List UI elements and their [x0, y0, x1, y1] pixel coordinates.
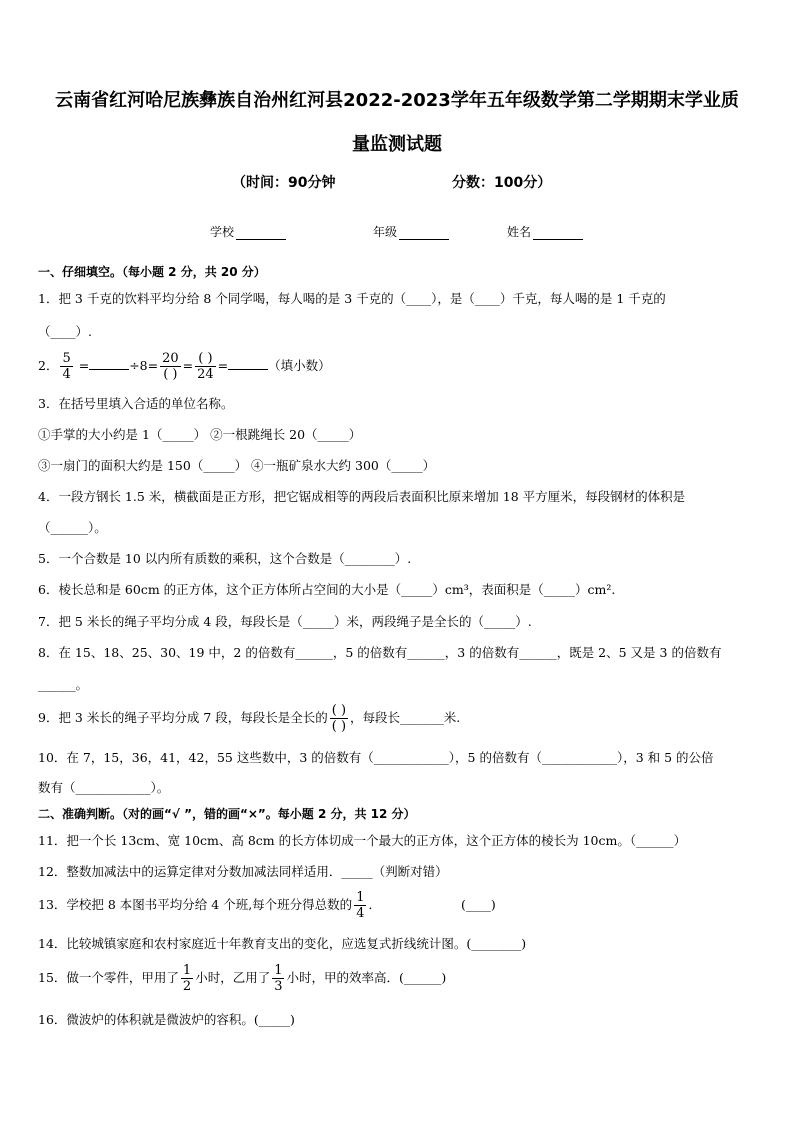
- question-1: 1．把 3 千克的饮料平均分给 8 个同学喝，每人喝的是 3 千克的（____），是（____）千克，每人喝的是 1 千克的: [38, 291, 666, 306]
- fraction-5-4: $\frac{5}{4}$: [62, 351, 71, 382]
- question-7: 7．把 5 米长的绳子平均分成 4 段，每段长是（_____）米，两段绳子是全长的（_____）.: [38, 614, 532, 629]
- name-field[interactable]: [507, 223, 583, 240]
- answer-fraction[interactable]: $\frac{( )}{( )}$: [331, 703, 347, 734]
- exam-time: （时间：90分钟: [232, 175, 336, 191]
- name-label: 姓名: [507, 225, 532, 239]
- question-2-number: 2．: [38, 358, 59, 373]
- school-field[interactable]: [210, 223, 286, 240]
- question-12: 12．整数加减法中的运算定律对分数加减法同样适用．_____（判断对错）: [38, 864, 448, 879]
- question-4-cont: （______）。: [38, 520, 107, 535]
- question-8-cont: ______。: [38, 677, 89, 692]
- question-3a: ①手掌的大小约是 1（_____） ②一根跳绳长 20（_____）: [38, 427, 362, 442]
- answer-paren[interactable]: (____): [460, 897, 496, 912]
- fraction-1-3: $\frac{1}{3}$: [274, 963, 283, 994]
- question-1-cont: （____）.: [38, 324, 92, 339]
- question-8: 8．在 15、18、25、30、19 中，2 的倍数有______，5 的倍数有______，3 的倍数有______，既是 2、5 又是 3 的倍数有: [38, 645, 722, 660]
- question-9: 9．把 3 米长的绳子平均分成 7 段，每段长是全长的 $\frac{( )}{( )}$ ，每段长_______米.: [38, 703, 461, 734]
- page-title-line1: 云南省红河哈尼族彝族自治州红河县2022-2023学年五年级数学第二学期期末学业质: [55, 90, 739, 111]
- question-3: 3．在括号里填入合适的单位名称。: [38, 396, 234, 411]
- grade-blank[interactable]: [399, 227, 449, 240]
- question-15: 15．做一个零件，甲用了 $\frac{1}{2}$ 小时，乙用了 $\frac{1}{3}$ 小时，甲的效率高．(______): [38, 963, 447, 994]
- fraction-1-4: $\frac{1}{4}$: [356, 890, 365, 921]
- fraction-24: $\frac{( )}{24}$: [197, 351, 214, 382]
- question-5: 5．一个合数是 10 以内所有质数的乘积，这个合数是（________）.: [38, 551, 412, 566]
- question-14: 14．比较城镇家庭和农村家庭近十年教育支出的变化，应选复式折线统计图。(________): [38, 936, 527, 951]
- question-6: 6．棱长总和是 60cm 的正方体，这个正方体所占空间的大小是（_____）cm³，表面积是（_____）cm².: [38, 582, 616, 597]
- fraction-20: $\frac{20}{( )}$: [162, 351, 179, 382]
- school-label: 学校: [210, 225, 235, 239]
- question-10: 10．在 7，15，36，41，42，55 这些数中，3 的倍数有（____________），5 的倍数有（____________），3 和 5 的公倍: [38, 750, 714, 765]
- question-11: 11．把一个长 13cm、宽 10cm、高 8cm 的长方体切成一个最大的正方体，这个正方体的棱长为 10cm。（______）: [38, 833, 687, 848]
- grade-label: 年级: [373, 225, 398, 239]
- name-blank[interactable]: [533, 227, 583, 240]
- question-2: 2． $\frac{5}{4}$ = ÷8= $\frac{20}{( )}$ = $\frac{( )}{24}$ = （填小数）: [38, 351, 331, 382]
- question-16: 16．微波炉的体积就是微波炉的容积。(_____): [38, 1012, 295, 1027]
- exam-score: 分数：100分）: [452, 175, 552, 191]
- question-10-cont: 数有（____________）。: [38, 780, 170, 795]
- question-4: 4．一段方钢长 1.5 米，横截面是正方形，把它锯成相等的两段后表面积比原来增加 18 平方厘米，每段钢材的体积是: [38, 489, 686, 504]
- school-blank[interactable]: [236, 227, 286, 240]
- question-13: 13．学校把 8 本图书平均分给 4 个班,每个班分得总数的 $\frac{1}{4}$ ． (____): [38, 890, 496, 921]
- section2-heading: 二、准确判断。（对的画“√ ”，错的画“×”。每小题 2 分，共 12 分）: [38, 807, 416, 821]
- answer-blank[interactable]: [228, 357, 268, 370]
- question-3b: ③一扇门的面积大约是 150（_____） ④一瓶矿泉水大约 300（_____）: [38, 458, 436, 473]
- fraction-1-2: $\frac{1}{2}$: [182, 963, 192, 994]
- page-title-line2: 量监测试题: [352, 134, 442, 155]
- answer-blank[interactable]: [89, 357, 129, 370]
- section1-heading: 一、仔细填空。（每小题 2 分，共 20 分）: [38, 265, 266, 279]
- grade-field[interactable]: [373, 223, 449, 240]
